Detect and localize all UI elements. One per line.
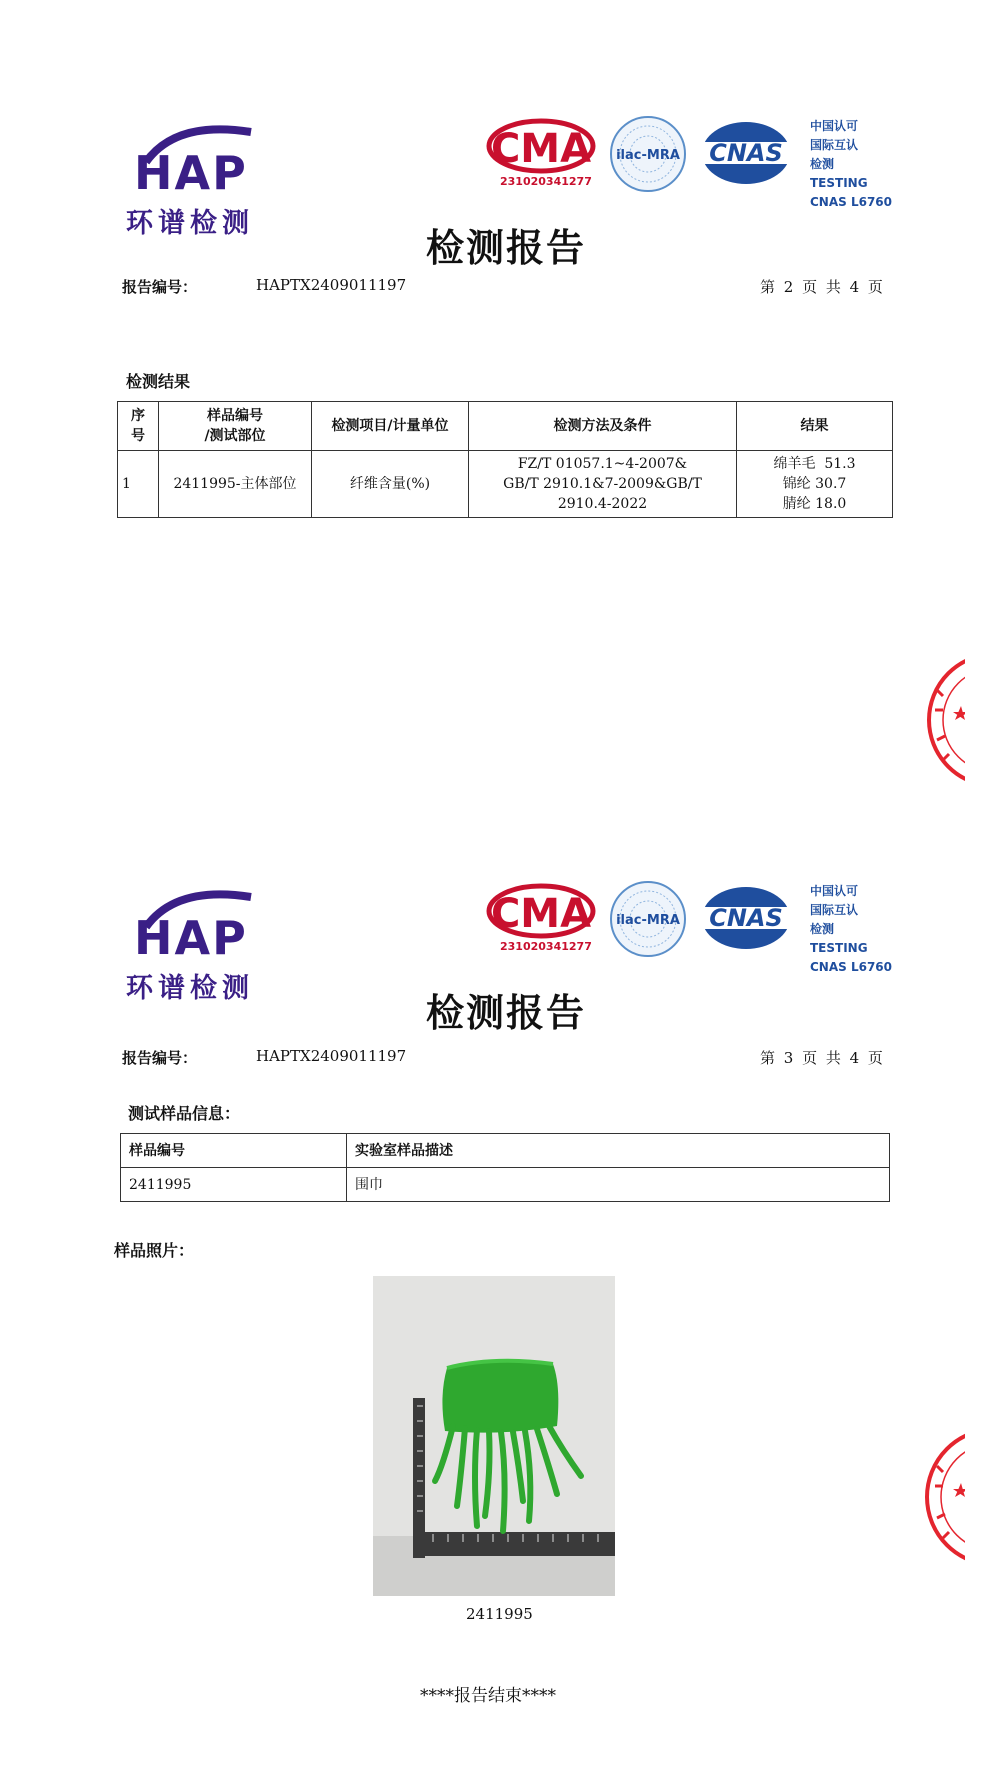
- results-table: [117, 401, 893, 518]
- table-header-row: [121, 1134, 890, 1168]
- cell-method: [469, 451, 737, 518]
- section-title: 测试样品信息：: [128, 1104, 241, 1123]
- report-no-value: HAPTX2409011197: [256, 1047, 407, 1065]
- col-header-result: 结果: [737, 402, 893, 451]
- cnas-side-line: CNAS L6760: [810, 960, 893, 974]
- table-header-row: [118, 402, 893, 451]
- col-header-description: 实验室样品描述: [347, 1134, 890, 1168]
- svg-text:CMA: CMA: [490, 126, 592, 172]
- ilac-mra-icon: [608, 879, 688, 959]
- cell-sample: 2411995-主体部位: [159, 451, 312, 518]
- cma-number: 231020341277: [500, 175, 592, 188]
- logo-brand-cn: 环谱检测: [126, 973, 254, 1004]
- svg-text:ilac-MRA: ilac-MRA: [616, 913, 680, 928]
- cnas-side-line: 检测: [810, 157, 835, 171]
- col-header-item: 检测项目/计量单位: [312, 402, 469, 451]
- cnas-side-line: 国际互认: [810, 903, 859, 917]
- result-line: 绵羊毛 51.3: [773, 456, 856, 472]
- result-line: 锦纶 30.7: [782, 476, 847, 492]
- cnas-side-line: CNAS L6760: [810, 195, 893, 209]
- sample-photo: [373, 1276, 615, 1596]
- cnas-side-line: TESTING: [810, 176, 868, 190]
- ilac-mra-mark: [608, 114, 688, 198]
- svg-text:CNAS: CNAS: [709, 139, 783, 167]
- logo-brand-cn: 环谱检测: [126, 208, 254, 239]
- seal-stamp-icon: [925, 1422, 965, 1562]
- table-row: [121, 1168, 890, 1202]
- cnas-side-text: [810, 882, 892, 977]
- cnas-side-line: 中国认可: [810, 119, 859, 133]
- method-line: FZ/T 01057.1~4-2007&: [517, 456, 688, 472]
- col-header-sample: 样品编号 /测试部位: [159, 402, 312, 451]
- cnas-logo-icon: [700, 120, 792, 186]
- seal-stamp: [925, 1422, 965, 1562]
- svg-text:CNAS: CNAS: [709, 904, 783, 932]
- cnas-side-text: [810, 117, 892, 212]
- cell-no: 1: [118, 451, 159, 518]
- cell-result: [737, 451, 893, 518]
- cnas-mark: [700, 885, 792, 955]
- cell-description: 围巾: [347, 1168, 890, 1202]
- cma-mark: [486, 118, 596, 198]
- report-no-label: 报告编号：: [122, 278, 198, 296]
- cnas-mark: [700, 120, 792, 190]
- svg-text:ilac-MRA: ilac-MRA: [616, 148, 680, 163]
- ilac-mra-icon: [608, 114, 688, 194]
- method-line: GB/T 2910.1&7-2009&GB/T: [503, 476, 702, 492]
- section-title: 检测结果: [126, 372, 191, 391]
- method-line: 2910.4-2022: [557, 496, 648, 512]
- page-title: 检测报告: [426, 990, 587, 1035]
- cma-logo-icon: [486, 118, 596, 178]
- cma-logo-icon: [486, 883, 596, 943]
- sample-info-table: [120, 1133, 890, 1202]
- cell-sample-no: 2411995: [121, 1168, 347, 1202]
- col-header-no: 序 号: [118, 402, 159, 451]
- seal-stamp: [925, 650, 965, 790]
- cnas-logo-icon: [700, 885, 792, 951]
- logo-brand: HAP: [134, 911, 248, 965]
- result-line: 腈纶 18.0: [782, 496, 847, 512]
- table-row: [118, 451, 893, 518]
- page-indicator: 第 3 页 共 4 页: [760, 1049, 883, 1067]
- logo-brand: HAP: [134, 146, 248, 200]
- cell-item: 纤维含量(%): [312, 451, 469, 518]
- page-title: 检测报告: [426, 225, 587, 270]
- scarf-photo-icon: [373, 1276, 615, 1596]
- svg-text:CMA: CMA: [490, 891, 592, 937]
- report-no-value: HAPTX2409011197: [256, 276, 407, 294]
- seal-stamp-icon: [925, 650, 965, 790]
- hap-logo: [126, 120, 266, 240]
- col-header-method: 检测方法及条件: [469, 402, 737, 451]
- cnas-side-line: 国际互认: [810, 138, 859, 152]
- hap-logo: [126, 885, 266, 1005]
- cnas-side-line: 中国认可: [810, 884, 859, 898]
- cnas-side-line: TESTING: [810, 941, 868, 955]
- report-no-label: 报告编号：: [122, 1049, 198, 1067]
- cnas-side-line: 检测: [810, 922, 835, 936]
- page-indicator: 第 2 页 共 4 页: [760, 278, 883, 296]
- cma-number: 231020341277: [500, 940, 592, 953]
- photo-section-title: 样品照片：: [114, 1241, 195, 1260]
- cma-mark: [486, 883, 596, 963]
- report-end-text: ****报告结束****: [420, 1686, 556, 1706]
- ilac-mra-mark: [608, 879, 688, 963]
- col-header-sample-no: 样品编号: [121, 1134, 347, 1168]
- photo-caption: 2411995: [466, 1605, 533, 1623]
